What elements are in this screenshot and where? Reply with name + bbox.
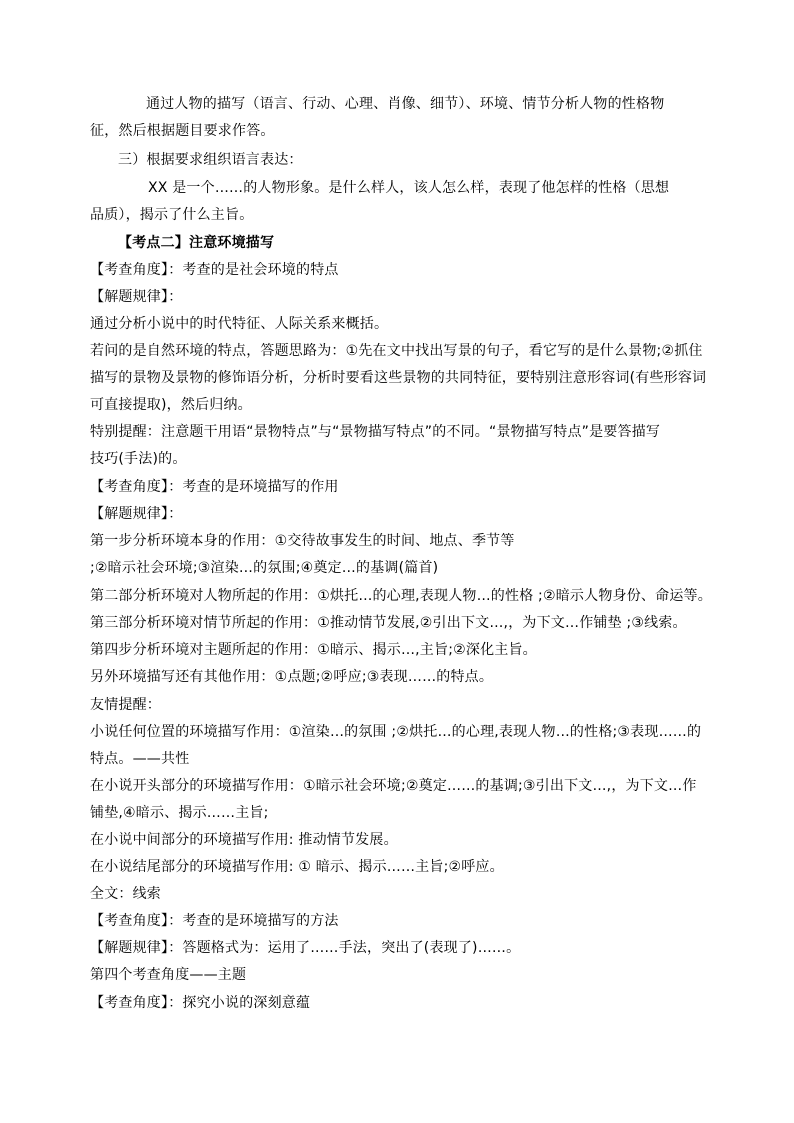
paragraph-line: 【解题规律】： [90,506,183,522]
paragraph-line: 通过分析小说中的时代特征、人际关系来概括。 [90,316,389,332]
paragraph-line: 在小说结尾部分的环境描写作用: ① 暗示、揭示……主旨;②呼应。 [90,859,504,875]
paragraph-line: 【考查角度】：探究小说的深刻意蕴 [90,995,311,1011]
paragraph-line: 描写的景物及景物的修饰语分析，分析时要看这些景物的共同特征，要特别注意形容词(有些形容词 [90,370,707,386]
paragraph-line: ;②暗示社会环境;③渲染…的氛围;④奠定…的基调(篇首) [90,560,439,576]
paragraph-line: 特别提醒：注意题干用语“景物特点”与“景物描写特点”的不同。“景物描写特点”是要答描写 [90,424,661,440]
paragraph-line: 【考查角度】：考查的是环境描写的方法 [90,913,339,929]
paragraph-line: 在小说开头部分的环境描写作用：①暗示社会环境;②奠定……的基调;③引出下文…,，为下文…作 [90,778,697,794]
paragraph-line: 【考查角度】：考查的是环境描写的作用 [90,479,339,495]
paragraph-line: 铺垫,④暗示、揭示……主旨; [90,805,269,821]
paragraph-line: XX 是一个……的人物形象。是什么样人，该人怎么样，表现了他怎样的性格（思想 [148,180,670,196]
paragraph-line: 第一步分析环境本身的作用：①交待故事发生的时间、地点、季节等 [90,533,515,549]
paragraph-line: 【解题规律】：答题格式为：运用了……手法，突出了(表现了)……。 [90,940,521,956]
paragraph-line: 可直接提取)，然后归纳。 [90,397,252,413]
paragraph-line: 技巧(手法)的。 [90,451,187,467]
paragraph-line: 第三部分析环境对情节所起的作用：①推动情节发展,②引出下文…,，为下文…作铺垫 ;③线索。 [90,615,687,631]
kaodian-heading: 【考点二】注意环境描写 [118,235,275,251]
paragraph-line: 征，然后根据题目要求作答。 [90,123,275,139]
paragraph-line: 另外环境描写还有其他作用：①点题;②呼应;③表现……的特点。 [90,669,494,685]
paragraph-line: 全文：线索 [90,886,161,902]
paragraph-line: 【考查角度】：考查的是社会环境的特点 [90,262,339,278]
paragraph-line: 第二部分析环境对人物所起的作用：①烘托…的心理,表现人物…的性格 ;②暗示人物身份、命运等。 [90,588,712,604]
paragraph-line: 品质），揭示了什么主旨。 [90,207,254,223]
paragraph-line: 小说任何位置的环境描写作用：①渲染…的氛围 ;②烘托…的心理,表现人物…的性格;③表现……的 [90,724,702,740]
paragraph-line: 在小说中间部分的环境描写作用: 推动情节发展。 [90,832,398,848]
paragraph-line: 特点。——共性 [90,751,190,767]
section-heading: 三）根据要求组织语言表达： [118,152,303,168]
paragraph-line: 通过人物的描写（语言、行动、心理、肖像、细节）、环境、情节分析人物的性格物 [146,96,665,112]
paragraph-line: 【解题规律】： [90,289,183,305]
paragraph-line: 友情提醒： [90,697,161,713]
paragraph-line: 第四个考查角度——主题 [90,967,247,983]
paragraph-line: 若问的是自然环境的特点，答题思路为：①先在文中找出写景的句子，看它写的是什么景物;②抓住 [90,343,703,359]
paragraph-line: 第四步分析环境对主题所起的作用：①暗示、揭示…,主旨;②深化主旨。 [90,642,537,658]
